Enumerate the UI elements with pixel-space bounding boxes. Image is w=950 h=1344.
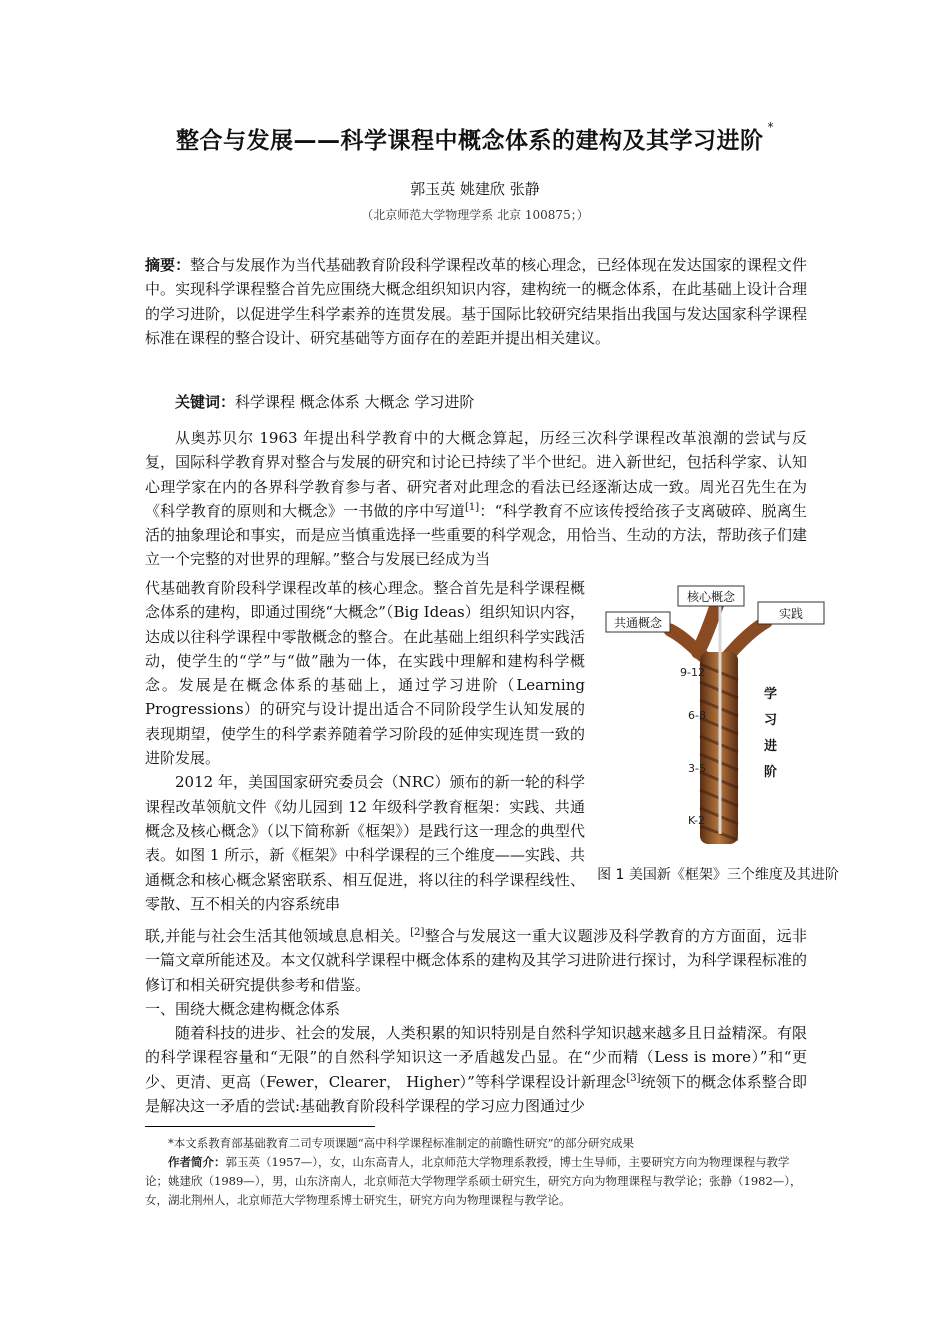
grade-3-5: 3-5	[688, 762, 706, 775]
svg-text:共通概念: 共通概念	[613, 616, 663, 630]
practice-label	[758, 602, 824, 624]
paper-title	[0, 122, 950, 155]
body-paragraph-1	[145, 426, 807, 572]
svg-text:实践: 实践	[778, 607, 804, 621]
p2-text: 2012 年，美国国家研究委员会（NRC）颁布的新一轮的科学课程改革领航文件《幼儿园到 12 年级科学教育框架：实践、共通概念及核心概念》（以下简称新《框架》）是践行这一理念的典型代表。如图 1 所示，新《框架》中科学课程的三个维度——实践、共通概念和核心概念紧密联系、相互促进，将以往的科学课程线性、零散、互不相关的内容系统串	[145, 773, 585, 913]
progression-char-1: 学	[764, 687, 778, 702]
citation-3[interactable]: [3]	[626, 1072, 641, 1084]
p1-cont: ：“科学教育不应该传授给孩子支离破碎、脱离生活的抽象理论和事实，而是应当慎重选择一些重要的科学观念，用恰当、生动的方法，帮助孩子们建立一个完整的对世界的理解。”整合与发展已经成为当	[145, 501, 807, 569]
body-continued	[145, 924, 807, 1118]
abstract-text: 整合与发展作为当代基础教育阶段科学课程改革的核心理念，已经体现在发达国家的课程文件中。实现科学课程整合首先应围绕大概念组织知识内容，建构统一的概念体系，在此基础上设计合理的学习进阶，以促进学生科学素养的连贯发展。基于国际比较研究结果指出我国与发达国家科学课程标准在课程的整合设计、研究基础等方面存在的差距并提出相关建议。	[145, 256, 807, 347]
core-strand	[698, 602, 718, 652]
footnote-separator	[145, 1126, 375, 1127]
keywords-text: 科学课程 概念体系 大概念 学习进阶	[235, 393, 475, 411]
p1-text: 从奥苏贝尔 1963 年提出科学教育中的大概念算起，历经三次科学课程改革浪潮的尝试与反复，国际科学教育界对整合与发展的研究和讨论已持续了半个世纪。进入新世纪，包括科学家、认知心理学家在内的各界科学教育参与者、研究者对此理念的看法已经逐渐达成一致。周光召先生在为《科学教育的原则和大概念》一书做的序中写道	[145, 429, 807, 520]
progression-char-2: 习	[764, 713, 778, 728]
p3-text: 随着科技的进步、社会的发展，人类积累的知识特别是自然科学知识越来越多且日益精深。有限的科学课程容量和“无限”的自然科学知识这一矛盾越发凸显。在“少而精（Less is more）”和“更少、更清、更高（Fewer，Clearer， Higher）”等科学课程设计新理念	[145, 1024, 807, 1091]
body-wrapped-column	[145, 576, 585, 916]
footnote	[145, 1134, 807, 1210]
title-footnote-mark: *	[767, 120, 774, 134]
progression-char-3: 进	[764, 739, 778, 754]
keywords-label: 关键词：	[175, 393, 236, 411]
crosscutting-strand	[670, 630, 703, 656]
affiliation: （北京师范大学物理学系 北京 100875；）	[361, 208, 589, 222]
figure-1	[600, 584, 832, 854]
svg-text:核心概念: 核心概念	[686, 590, 736, 604]
author-bio-label: 作者简介：	[168, 1155, 226, 1169]
section-heading-1: 一、围绕大概念建构概念体系	[145, 999, 341, 1018]
p2-cont: 联,并能与社会生活其他领域息息相关。	[145, 927, 411, 945]
p3-cont: 统领下的概念体系整合即是解决这一矛盾的尝试:基础教育阶段科学课程的学习应力图通过少	[145, 1072, 807, 1116]
practice-strand	[728, 622, 766, 656]
figure-caption: 图 1 美国新《框架》三个维度及其进阶	[597, 867, 839, 883]
progression-char-4: 阶	[764, 765, 778, 780]
authors: 郭玉英 姚建欣 张静	[410, 180, 540, 198]
abstract	[145, 253, 807, 350]
keywords	[145, 390, 807, 414]
grade-9-12: 9-12	[680, 666, 705, 679]
rope-diagram	[600, 584, 832, 854]
citation-1[interactable]: [1]	[464, 501, 480, 513]
abstract-label: 摘要：	[145, 256, 191, 274]
p1-wrap: 代基础教育阶段科学课程改革的核心理念。整合首先是科学课程概念体系的建构，即通过围绕“大概念”（Big Ideas）组织知识内容，达成以往科学课程中零散概念的整合。在此基础上组织科学实践活动，使学生的“学”与“做”融为一体，在实践中理解和建构科学概念。发展是在概念体系的基础上，通过学习进阶（Learning Progressions）的研究与设计提出适合不同阶段学生认知发展的表现期望，使学生的科学素养随着学习阶段的延伸实现连贯一致的进阶发展。	[145, 579, 585, 768]
title-text: 整合与发展——科学课程中概念体系的建构及其学习进阶	[176, 128, 764, 154]
footnote-funding: *本文系教育部基础教育二司专项课题“高中科学课程标准制定的前瞻性研究”的部分研究成果	[168, 1136, 635, 1150]
crosscutting-concept-label	[606, 612, 670, 632]
core-concept-label	[678, 586, 744, 606]
grade-6-8: 6-8	[688, 709, 706, 722]
citation-2[interactable]: [2]	[410, 927, 425, 938]
author-bio-text: 郭玉英（1957—），女，山东高青人，北京师范大学物理系教授，博士生导师，主要研究方向为物理课程与教学论；姚建欣（1989—），男，山东济南人，北京师范大学物理学系硕士研究生，研究方向为物理课程与教学论；张静（1982—），女，湖北荆州人，北京师范大学物理系博士研究生，研究方向为物理课程与教学论。	[145, 1155, 802, 1207]
grade-k-2: K-2	[688, 814, 706, 827]
p2-cont2: 整合与发展这一重大议题涉及科学教育的方方面面，远非一篇文章所能述及。本文仅就科学课程中概念体系的建构及其学习进阶进行探讨，为科学课程标准的修订和相关研究提供参考和借鉴。	[145, 927, 807, 994]
